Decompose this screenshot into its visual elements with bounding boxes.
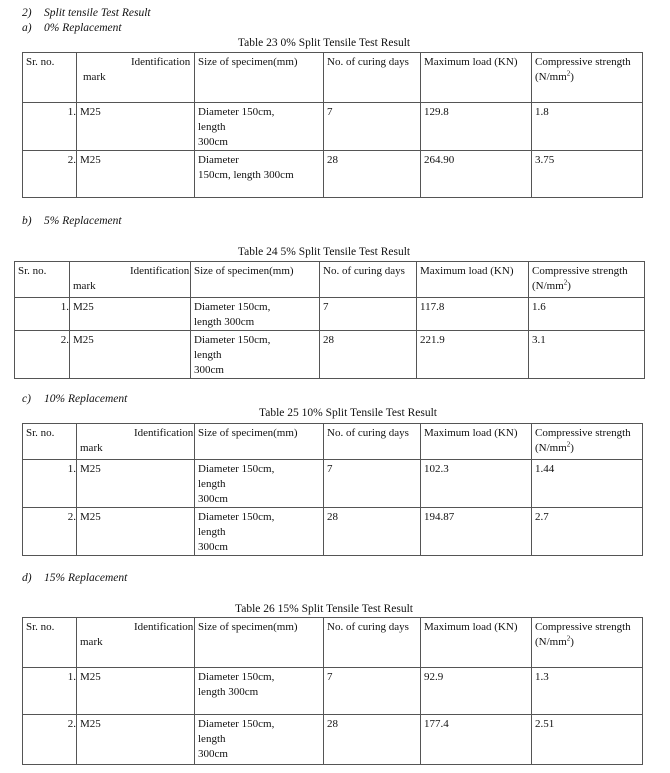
cell-sr: 1. [23, 668, 77, 715]
header-curing-days: No. of curing days [324, 53, 421, 103]
cell-sr: 1. [23, 103, 77, 151]
cell-load: 264.90 [421, 151, 532, 198]
header-strength: Compressive strength $(N/mm^2)$ [532, 618, 643, 668]
cell-load: 102.3 [421, 460, 532, 508]
header-identification-mark: Identification mark [77, 53, 195, 103]
cell-size: Diameter 150cm, length 300cm [195, 460, 324, 508]
cell-days: 7 [324, 668, 421, 715]
header-strength: Compressive strength $(N/mm^2)$ [532, 424, 643, 460]
cell-mark: M25 [77, 508, 195, 556]
subheading-c [22, 393, 127, 405]
cell-strength: 1.44 [532, 460, 643, 508]
cell-size: Diameter 150cm, length 300cm [195, 151, 324, 198]
section-number: 2) [22, 7, 32, 19]
cell-sr: 2. [23, 508, 77, 556]
cell-mark: M25 [77, 103, 195, 151]
header-size: Size of specimen(mm) [195, 618, 324, 668]
cell-mark: M25 [70, 331, 191, 379]
table-row [23, 151, 643, 198]
cell-days: 7 [324, 460, 421, 508]
results-table-10pct [22, 423, 643, 556]
cell-load: 221.9 [417, 331, 529, 379]
cell-sr: 2. [23, 715, 77, 765]
cell-strength: 1.6 [529, 298, 645, 331]
table-row [15, 298, 645, 331]
header-sr: Sr. no. [23, 53, 77, 103]
header-curing-days: No. of curing days [324, 618, 421, 668]
table-row [23, 715, 643, 765]
header-identification-mark: Identification mark [77, 618, 195, 668]
subheading-text: 0% Replacement [44, 22, 122, 34]
cell-days: 28 [320, 331, 417, 379]
table-header-row [23, 424, 643, 460]
table-header-row [15, 262, 645, 298]
cell-load: 194.87 [421, 508, 532, 556]
header-strength: Compressive strength $(N/mm^2)$ [529, 262, 645, 298]
cell-mark: M25 [77, 715, 195, 765]
header-max-load: Maximum load (KN) [421, 618, 532, 668]
section-title: Split tensile Test Result [44, 7, 151, 19]
cell-strength: 1.8 [532, 103, 643, 151]
subheading-letter: d) [22, 572, 32, 584]
cell-size: Diameter 150cm, length 300cm [195, 715, 324, 765]
header-identification-mark: Identification mark [70, 262, 191, 298]
results-table-5pct [14, 261, 645, 379]
cell-strength: 3.1 [529, 331, 645, 379]
subheading-letter: c) [22, 393, 31, 405]
header-sr: Sr. no. [23, 618, 77, 668]
header-size: Size of specimen(mm) [195, 424, 324, 460]
header-strength: Compressive strength $(N/mm^2)$ [532, 53, 643, 103]
table-header-row [23, 618, 643, 668]
cell-days: 28 [324, 715, 421, 765]
cell-size: Diameter 150cm, length 300cm [195, 103, 324, 151]
cell-days: 7 [320, 298, 417, 331]
cell-size: Diameter 150cm, length 300cm [195, 508, 324, 556]
header-curing-days: No. of curing days [320, 262, 417, 298]
section-heading [22, 7, 151, 19]
subheading-b [22, 215, 122, 227]
header-size: Size of specimen(mm) [191, 262, 320, 298]
table-caption: Table 24 5% Split Tensile Test Result [237, 246, 411, 258]
cell-strength: 2.51 [532, 715, 643, 765]
cell-days: 28 [324, 508, 421, 556]
header-sr: Sr. no. [23, 424, 77, 460]
cell-mark: M25 [77, 668, 195, 715]
header-max-load: Maximum load (KN) [417, 262, 529, 298]
cell-load: 92.9 [421, 668, 532, 715]
table-row [23, 508, 643, 556]
header-max-load: Maximum load (KN) [421, 424, 532, 460]
cell-sr: 1. [15, 298, 70, 331]
subheading-a [22, 22, 122, 34]
cell-strength: 1.3 [532, 668, 643, 715]
results-table-0pct [22, 52, 643, 198]
cell-size: Diameter 150cm, length 300cm [191, 298, 320, 331]
cell-strength: 3.75 [532, 151, 643, 198]
header-sr: Sr. no. [15, 262, 70, 298]
cell-load: 129.8 [421, 103, 532, 151]
results-table-15pct [22, 617, 643, 765]
subheading-d [22, 572, 127, 584]
cell-sr: 2. [23, 151, 77, 198]
subheading-letter: a) [22, 22, 32, 34]
table-header-row [23, 53, 643, 103]
cell-days: 7 [324, 103, 421, 151]
cell-sr: 2. [15, 331, 70, 379]
header-identification-mark: Identification mark [77, 424, 195, 460]
subheading-text: 5% Replacement [44, 215, 122, 227]
cell-load: 117.8 [417, 298, 529, 331]
cell-load: 177.4 [421, 715, 532, 765]
subheading-text: 15% Replacement [44, 572, 128, 584]
cell-size: Diameter 150cm, length 300cm [195, 668, 324, 715]
table-caption: Table 26 15% Split Tensile Test Result [235, 603, 413, 615]
subheading-text: 10% Replacement [44, 393, 128, 405]
cell-strength: 2.7 [532, 508, 643, 556]
cell-days: 28 [324, 151, 421, 198]
table-row [15, 331, 645, 379]
cell-mark: M25 [77, 151, 195, 198]
header-size: Size of specimen(mm) [195, 53, 324, 103]
table-row [23, 668, 643, 715]
cell-mark: M25 [70, 298, 191, 331]
table-row [23, 460, 643, 508]
table-row [23, 103, 643, 151]
table-caption: Table 23 0% Split Tensile Test Result [237, 37, 411, 49]
header-curing-days: No. of curing days [324, 424, 421, 460]
subheading-letter: b) [22, 215, 32, 227]
table-caption: Table 25 10% Split Tensile Test Result [259, 407, 437, 419]
cell-sr: 1. [23, 460, 77, 508]
cell-size: Diameter 150cm, length 300cm [191, 331, 320, 379]
cell-mark: M25 [77, 460, 195, 508]
header-max-load: Maximum load (KN) [421, 53, 532, 103]
